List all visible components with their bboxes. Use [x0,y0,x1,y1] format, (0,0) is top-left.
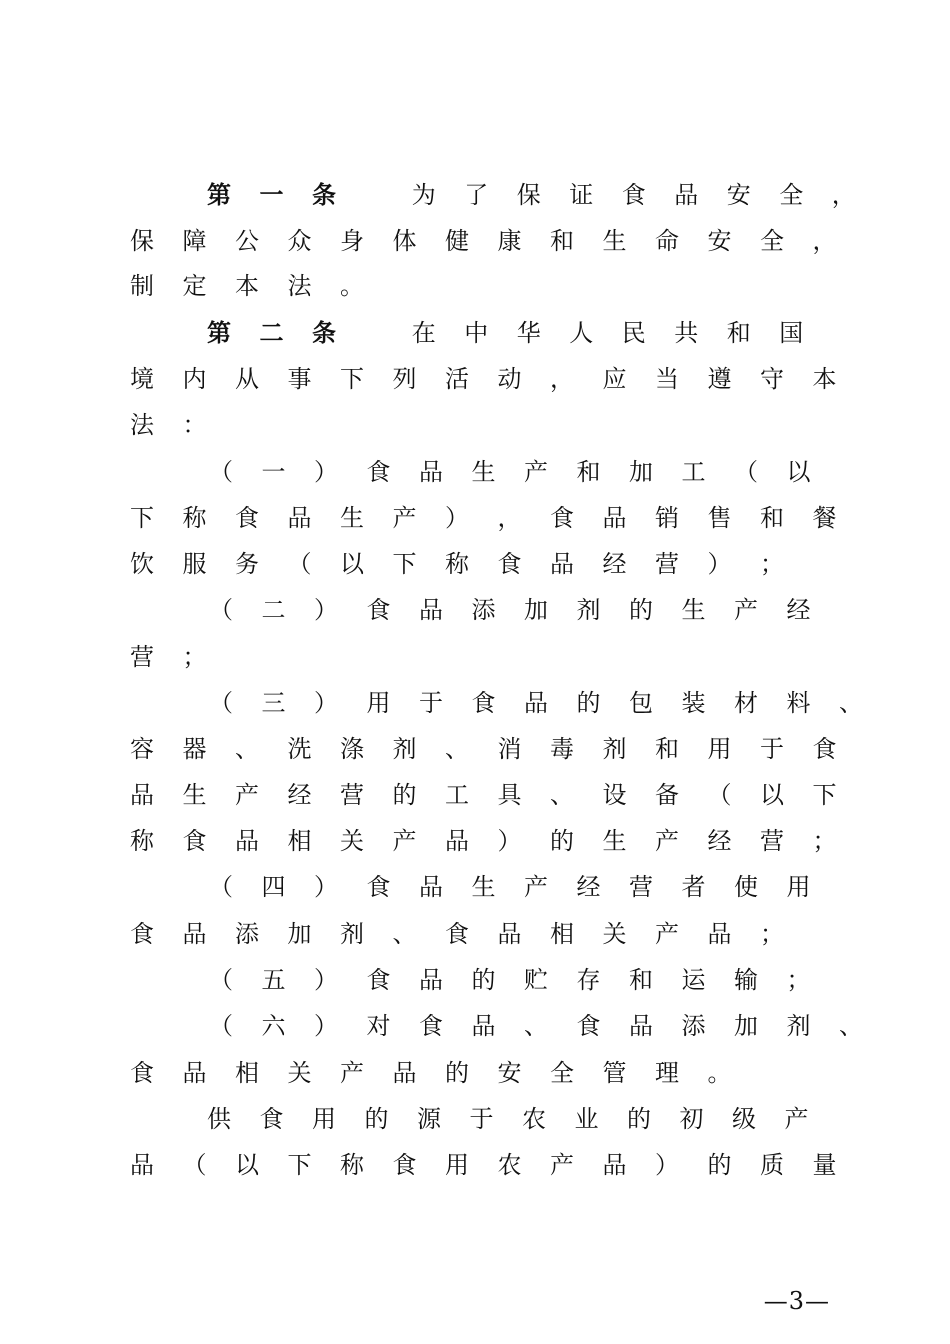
text-char: 的 [445,1059,469,1087]
text-char: 销 [655,504,679,532]
text-char: 产 [734,596,758,624]
text-char: 关 [602,920,627,948]
text-char: 、 [235,735,259,763]
text-line [0,680,950,726]
text-char: 食 [445,920,469,948]
text-char: 内 [182,365,207,393]
text-char: 全 [779,181,804,209]
text-char: ） [314,966,338,994]
text-char: 定 [182,272,207,300]
text-char: ） [314,596,338,624]
text-char: 品 [235,827,259,855]
text-char: ， [550,365,574,393]
text-char: 证 [569,181,594,209]
text-char: 品 [471,1012,496,1040]
text-char: 品 [419,458,443,486]
article-heading-char: 条 [312,318,336,347]
text-char: 食 [621,181,646,209]
text-char: 品 [497,920,522,948]
text-char: 生 [681,596,706,624]
text-char: 。 [707,1059,732,1087]
text-char: 者 [681,873,706,901]
text-char: 的 [627,1105,651,1133]
text-char: ， [831,181,856,209]
text-char: 初 [679,1105,704,1133]
text-char: ： [182,411,207,439]
text-char: 剂 [392,735,417,763]
text-char: 以 [340,550,364,578]
text-line [0,634,950,680]
text-char: ； [760,920,784,948]
text-char: （ [707,781,732,809]
text-char: 品 [287,504,312,532]
text-char: 食 [259,1105,284,1133]
text-char: 、 [392,920,417,948]
text-char: 的 [392,781,417,809]
text-char: 农 [497,1151,522,1179]
text-char: 下 [812,781,837,809]
text-char: 器 [182,735,207,763]
text-char: 品 [707,920,732,948]
text-char: （ [209,689,233,717]
text-char: （ [209,596,233,624]
text-char: 剂 [340,920,364,948]
text-line [0,356,950,402]
text-char: 添 [681,1012,706,1040]
text-char: 身 [340,227,364,255]
text-char: 品 [130,1151,154,1179]
text-char: 、 [839,1012,863,1040]
text-char: 法 [130,411,154,439]
article-heading-char: 第 [207,180,231,209]
text-char: 营 [760,827,784,855]
text-char: 设 [602,781,627,809]
text-char: 。 [340,272,364,300]
text-char: 称 [182,504,207,532]
text-char: 当 [655,365,679,393]
text-char: 营 [340,781,364,809]
text-char: 于 [469,1105,494,1133]
text-char: 用 [445,1151,469,1179]
text-line [0,772,950,818]
text-char: 为 [411,181,436,209]
text-char: ） [445,504,469,532]
text-char: 管 [602,1059,627,1087]
text-char: 从 [235,365,259,393]
text-char: 应 [602,365,627,393]
text-char: 安 [726,181,751,209]
text-char: 饮 [130,550,154,578]
text-char: 的 [576,689,601,717]
text-char: 品 [674,181,699,209]
text-char: 存 [576,966,601,994]
text-char: 品 [419,966,443,994]
text-char: 众 [287,227,312,255]
text-char: 下 [392,550,417,578]
text-char: 民 [621,319,646,347]
article-heading-char: 一 [259,180,284,209]
text-char: 健 [445,227,469,255]
text-char: 康 [497,227,522,255]
text-line [0,587,950,633]
text-char: 品 [419,596,443,624]
text-char: （ [734,458,758,486]
text-char: ） [314,458,338,486]
text-char: 材 [734,689,758,717]
text-char: 生 [602,227,627,255]
text-char: 洗 [287,735,312,763]
text-char: 在 [411,319,436,347]
text-char: 下 [287,1151,312,1179]
text-char: ； [182,643,207,671]
text-char: 食 [550,504,574,532]
text-char: 制 [130,272,154,300]
text-char: 共 [674,319,699,347]
text-char: ， [812,227,837,255]
text-char: ） [314,873,338,901]
text-char: 剂 [602,735,627,763]
text-char: 经 [786,596,811,624]
text-char: 命 [655,227,679,255]
text-char: 营 [130,643,154,671]
text-char: 产 [392,504,417,532]
text-char: 食 [812,735,837,763]
text-char: 剂 [786,1012,811,1040]
text-char: 的 [471,966,496,994]
text-char: 品 [182,920,207,948]
text-char: ） [707,550,732,578]
text-char: 餐 [812,504,837,532]
text-line [0,726,950,772]
text-char: 生 [340,504,364,532]
text-char: 称 [445,550,469,578]
text-char: 全 [760,227,784,255]
text-char: 业 [574,1105,599,1133]
text-char: 、 [839,689,863,717]
text-char: 农 [522,1105,546,1133]
text-char: 毒 [550,735,574,763]
text-char: 产 [784,1105,809,1133]
text-char: 源 [417,1105,441,1133]
text-char: 一 [261,458,286,486]
text-char: 和 [576,458,601,486]
text-char: （ [209,966,233,994]
text-char: ； [812,827,837,855]
text-char: 用 [786,873,811,901]
text-char: 生 [182,781,207,809]
text-char: 品 [130,781,154,809]
text-char: 体 [392,227,417,255]
text-char: 全 [550,1059,574,1087]
text-char: 境 [130,365,154,393]
text-char: 贮 [524,966,548,994]
text-char: 服 [182,550,207,578]
text-char: 事 [287,365,312,393]
text-char: ） [314,1012,338,1040]
text-char: 活 [445,365,469,393]
text-char: 食 [419,1012,443,1040]
text-char: 以 [235,1151,259,1179]
text-char: （ [209,1012,233,1040]
text-char: 相 [550,920,574,948]
text-char: 食 [130,920,154,948]
text-char: 称 [340,1151,364,1179]
text-char: 生 [602,827,627,855]
text-char: 售 [707,504,732,532]
text-char: 装 [681,689,706,717]
text-char: 食 [235,504,259,532]
text-char: 加 [524,596,548,624]
text-line [0,495,950,541]
text-char: ） [655,1151,679,1179]
text-char: 质 [760,1151,784,1179]
text-char: 产 [524,873,548,901]
text-char: 障 [182,227,207,255]
text-char: 运 [681,966,706,994]
text-char: 遵 [707,365,732,393]
text-char: 使 [734,873,758,901]
text-char: 和 [760,504,784,532]
text-line [0,172,950,218]
text-char: 用 [312,1105,336,1133]
text-char: 保 [130,227,154,255]
text-char: ； [760,550,784,578]
text-line [0,1142,950,1188]
text-char: 关 [287,1059,312,1087]
text-char: 相 [287,827,312,855]
text-char: 产 [655,920,679,948]
text-char: 产 [340,1059,364,1087]
text-char: 品 [629,1012,653,1040]
text-char: ） [314,689,338,717]
text-char: 保 [516,181,541,209]
text-char: 公 [235,227,259,255]
text-char: 经 [287,781,312,809]
text-line [0,1096,950,1142]
text-char: 下 [130,504,154,532]
text-char: 列 [392,365,417,393]
text-line [0,818,950,864]
text-char: 、 [550,781,574,809]
text-char: 添 [471,596,496,624]
text-char: 、 [445,735,469,763]
text-char: 下 [340,365,364,393]
text-char: 对 [366,1012,391,1040]
text-line [0,449,950,495]
text-char: 经 [707,827,732,855]
text-char: 安 [497,1059,522,1087]
text-char: 的 [364,1105,389,1133]
text-char: 料 [786,689,811,717]
text-char: 食 [576,1012,601,1040]
text-char: 和 [629,966,653,994]
text-char: 务 [235,550,259,578]
text-char: 国 [779,319,804,347]
text-char: 相 [235,1059,259,1087]
text-char: 品 [392,1059,417,1087]
text-char: 生 [471,458,496,486]
text-char: 添 [235,920,259,948]
text-char: 于 [760,735,784,763]
text-char: 食 [392,1151,417,1179]
text-line [0,864,950,910]
text-char: ； [786,966,811,994]
text-char: 剂 [576,596,601,624]
text-char: 和 [726,319,751,347]
text-char: 守 [760,365,784,393]
text-char: 品 [445,827,469,855]
text-char: 备 [655,781,679,809]
text-char: 经 [602,550,627,578]
text-char: （ [209,458,233,486]
text-char: 的 [629,596,653,624]
text-char: 产 [392,827,417,855]
text-char: 消 [497,735,522,763]
text-char: 以 [786,458,811,486]
text-line [0,263,950,309]
text-char: 食 [366,596,391,624]
text-char: 食 [366,966,391,994]
text-char: 产 [235,781,259,809]
text-line [0,310,950,356]
text-char: 营 [655,550,679,578]
text-char: 工 [445,781,469,809]
text-line [0,911,950,957]
text-char: 涤 [340,735,364,763]
text-char: 食 [130,1059,154,1087]
text-char: 产 [524,458,548,486]
text-char: 食 [366,873,391,901]
text-char: 包 [629,689,653,717]
text-char: 经 [576,873,601,901]
article-heading-char: 二 [259,318,284,347]
text-line [0,541,950,587]
text-char: 加 [287,920,312,948]
text-char: 五 [261,966,286,994]
text-line [0,957,950,1003]
text-char: 六 [261,1012,286,1040]
text-char: 动 [497,365,522,393]
text-char: （ [209,873,233,901]
text-char: 二 [261,596,286,624]
text-char: ， [497,504,522,532]
text-char: 法 [287,272,312,300]
text-char: 输 [734,966,758,994]
text-char: 理 [655,1059,679,1087]
page-number: —3— [763,1287,830,1315]
text-char: 本 [235,272,259,300]
text-char: 容 [130,735,154,763]
text-char: 关 [340,827,364,855]
text-char: 四 [261,873,286,901]
text-char: 食 [471,689,496,717]
text-line [0,218,950,264]
text-char: 本 [812,365,837,393]
text-char: 品 [524,689,548,717]
text-char: 的 [550,827,574,855]
text-char: 加 [629,458,653,486]
text-char: 食 [366,458,391,486]
text-char: 人 [569,319,594,347]
text-char: 营 [629,873,653,901]
text-char: 的 [707,1151,732,1179]
text-char: 加 [734,1012,758,1040]
text-char: 和 [550,227,574,255]
article-heading-char: 条 [312,180,336,209]
text-char: 量 [812,1151,837,1179]
text-char: 华 [516,319,541,347]
text-char: （ [182,1151,207,1179]
text-char: 了 [464,181,489,209]
text-char: 产 [550,1151,574,1179]
text-char: 级 [732,1105,756,1133]
text-char: 品 [602,1151,627,1179]
text-char: 三 [261,689,286,717]
text-line [0,402,950,448]
text-char: 食 [497,550,522,578]
text-char: 用 [707,735,732,763]
article-heading-char: 第 [207,318,231,347]
text-char: 品 [419,873,443,901]
text-char: ） [497,827,522,855]
text-char: 以 [760,781,784,809]
text-char: 安 [707,227,732,255]
text-char: 品 [550,550,574,578]
text-char: （ [287,550,312,578]
text-char: 、 [524,1012,548,1040]
text-char: 用 [366,689,391,717]
text-char: 称 [130,827,154,855]
text-char: 和 [655,735,679,763]
text-line [0,1050,950,1096]
text-char: 于 [419,689,443,717]
text-char: 工 [681,458,706,486]
text-char: 品 [182,1059,207,1087]
text-line [0,1003,950,1049]
text-char: 品 [602,504,627,532]
text-char: 中 [464,319,489,347]
text-char: 食 [182,827,207,855]
text-char: 供 [207,1105,231,1133]
text-char: 生 [471,873,496,901]
text-char: 具 [497,781,522,809]
text-char: 产 [655,827,679,855]
